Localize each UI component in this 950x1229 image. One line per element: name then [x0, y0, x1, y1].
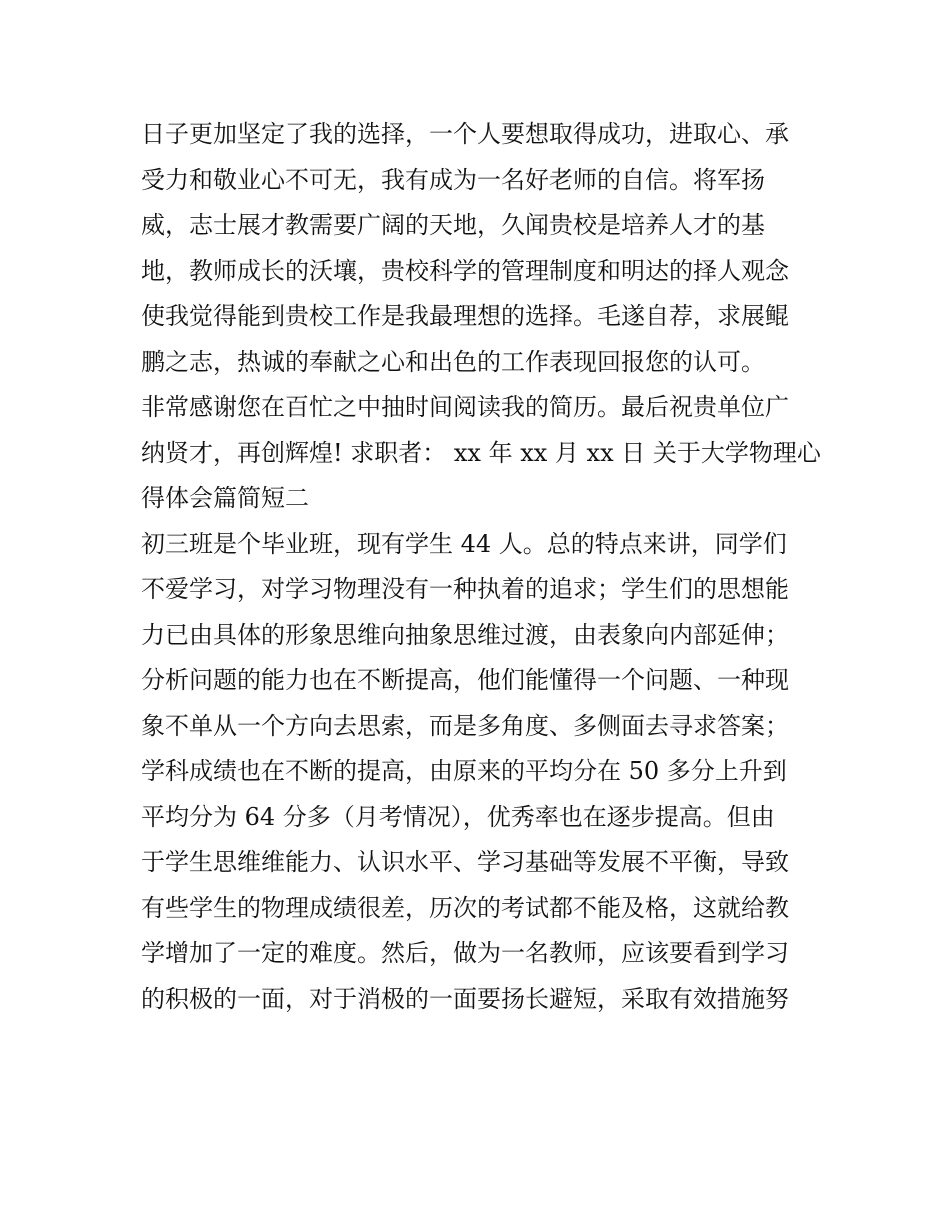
text-line-4: 地，教师成长的沃壤，贵校科学的管理制度和明达的择人观念 — [141, 256, 789, 285]
text-line-1: 日子更加坚定了我的选择，一个人要想取得成功，进取心、承 — [141, 120, 789, 148]
text-line-19: 学增加了一定的难度。然后，做为一名教师，应该要看到学习 — [141, 939, 789, 967]
text-line-13: 分析问题的能力也在不断提高，他们能懂得一个问题、一种现 — [141, 666, 789, 694]
text-line-9: 得体会篇简短二 — [141, 484, 309, 512]
text-line-10: 初三班是个毕业班，现有学生 44 人。总的特点来讲，同学们 — [141, 529, 787, 558]
text-line-17: 于学生思维维能力、认识水平、学习基础等发展不平衡，导致 — [141, 848, 789, 876]
text-line-16: 平均分为 64 分多（月考情况），优秀率也在逐步提高。但由 — [141, 802, 775, 831]
text-line-7: 非常感谢您在百忙之中抽时间阅读我的简历。最后祝贵单位广 — [141, 393, 789, 421]
text-line-6: 鹏之志，热诚的奉献之心和出色的工作表现回报您的认可。 — [141, 347, 765, 376]
text-line-2: 受力和敬业心不可无，我有成为一名好老师的自信。将军扬 — [141, 165, 765, 194]
text-line-11: 不爱学习，对学习物理没有一种执着的追求；学生们的思想能 — [141, 575, 789, 603]
text-line-15: 学科成绩也在不断的提高，由原来的平均分在 50 多分上升到 — [141, 757, 787, 785]
body-text — [141, 112, 821, 1022]
text-line-8: 纳贤才，再创辉煌! 求职者： xx 年 xx 月 xx 日 关于大学物理心 — [141, 438, 821, 467]
text-line-18: 有些学生的物理成绩很差，历次的考试都不能及格，这就给教 — [141, 893, 789, 922]
text-line-12: 力已由具体的形象思维向抽象思维过渡，由表象向内部延伸； — [141, 620, 789, 649]
text-line-20: 的积极的一面，对于消极的一面要扬长避短，采取有效措施努 — [141, 984, 789, 1013]
text-line-5: 使我觉得能到贵校工作是我最理想的选择。毛遂自荐，求展鲲 — [141, 302, 789, 330]
text-line-14: 象不单从一个方向去思索，而是多角度、多侧面去寻求答案； — [141, 711, 789, 740]
text-line-3: 威，志士展才教需要广阔的天地，久闻贵校是培养人才的基 — [141, 211, 765, 239]
